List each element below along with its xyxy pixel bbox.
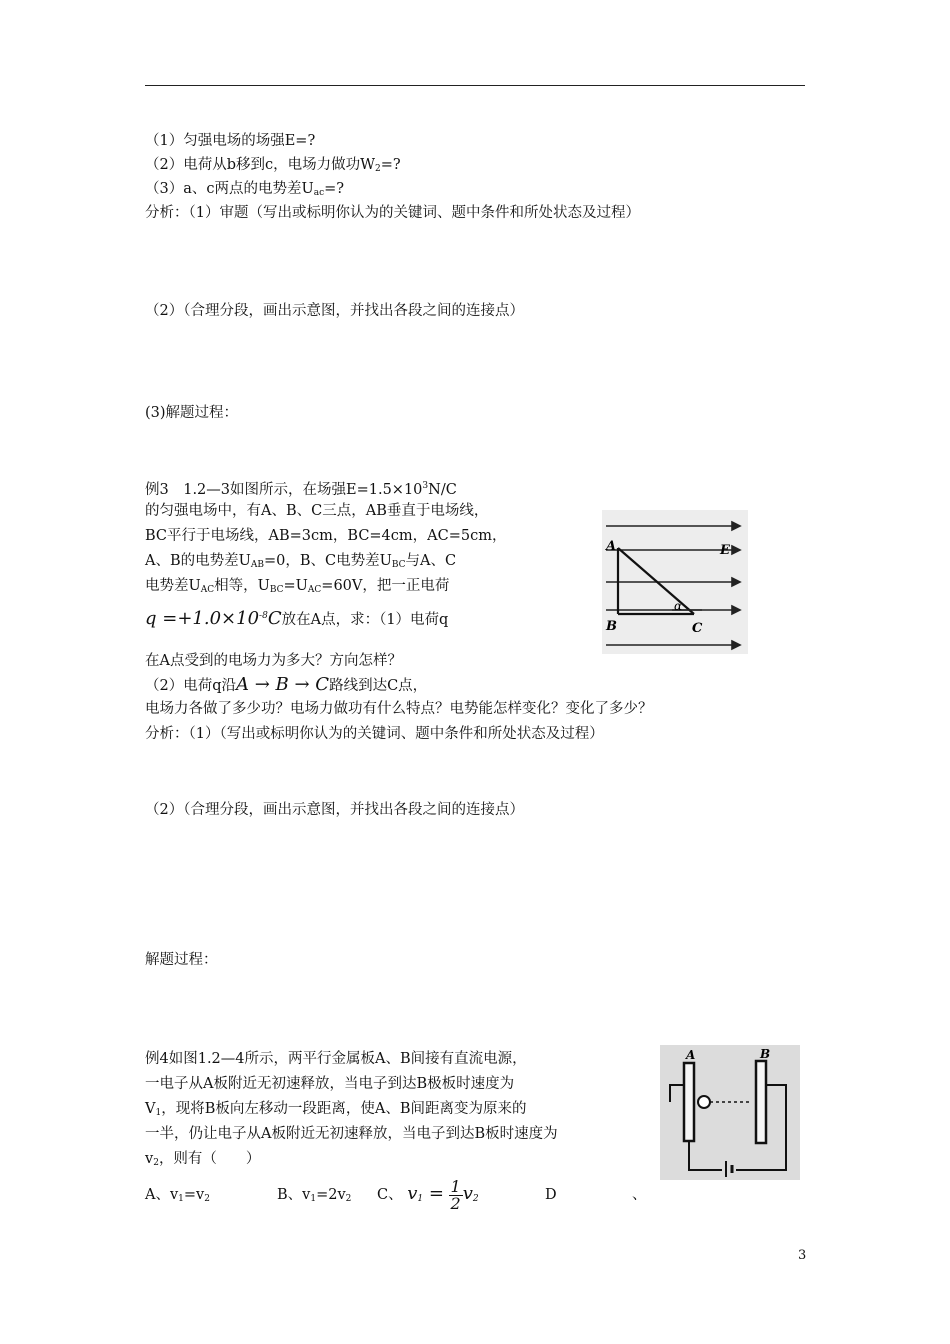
plate-label-b: B [760, 1047, 771, 1061]
ex3-line-3: BC平行于电场线，AB=3cm，BC=4cm，AC=5cm， [145, 528, 507, 544]
question-2: （2）电荷从b移到c，电场力做功$W_2=$? [145, 157, 401, 174]
option-d-comma: 、 [632, 1187, 647, 1203]
ex3-analysis-1: 分析：（1）（写出或标明你认为的关键词、题中条件和所处状态及过程） [145, 726, 604, 742]
path-formula: A → B → C [236, 674, 330, 695]
analysis-1: 分析：（1）审题（写出或标明你认为的关键词、题中条件和所处状态及过程） [145, 205, 640, 221]
option-b: B、$v_1=2v_2$ [277, 1187, 352, 1204]
label-a: A [606, 539, 617, 554]
label-b: B [606, 619, 617, 634]
label-alpha: α [674, 599, 683, 613]
analysis-2: （2）（合理分段，画出示意图，并找出各段之间的连接点） [145, 303, 524, 319]
ex3-analysis-2: （2）（合理分段，画出示意图，并找出各段之间的连接点） [145, 802, 524, 818]
ex3-line-1: 例3 1.2—3如图所示，在场强$E=1.5\times 10^3N/C$ [145, 481, 457, 498]
option-a: A、$v_1=v_2$ [145, 1187, 210, 1204]
plates-diagram [660, 1045, 800, 1180]
figure-triangle-field [602, 510, 748, 654]
option-c: C、 $v_1$ = $\frac{1}{2}$ $v_2$ [377, 1176, 479, 1213]
plate-label-a: A [686, 1048, 696, 1062]
ex4-line-1: 例4如图1.2—4所示，两平行金属板A、B间接有直流电源， [145, 1051, 527, 1067]
ex4-line-3: $V_1$，现将B板向左移动一段距离，使A、B间距离变为原来的 [145, 1101, 527, 1118]
field-diagram [602, 510, 748, 654]
ex3-line-5: 电势差$U_{AC}$相等，$U_{BC}=U_{AC}=60V$，把一正电荷 [145, 578, 450, 595]
ex3-line-4: A、B的电势差$U_{AB}=0$，B、C电势差$U_{BC}$与A、C [145, 553, 457, 570]
question-3: （3）a、c两点的电势差$U_{ac}=$? [145, 181, 345, 198]
ex3-line-2: 的匀强电场中，有A、B、C三点，AB垂直于电场线， [145, 503, 489, 519]
option-d: D [545, 1187, 557, 1203]
analysis-3: (3)解题过程： [145, 405, 239, 421]
page-number: 3 [798, 1248, 807, 1263]
ex4-line-4: 一半，仍让电子从A板附近无初速释放，当电子到达B板时速度为 [145, 1126, 558, 1142]
ex3-line-7: 在A点受到的电场力为多大？方向怎样？ [145, 653, 402, 669]
ex4-line-2: 一电子从A板附近无初速释放，当电子到达B极板时速度为 [145, 1076, 515, 1092]
ex3-line-8: （2）电荷q沿A → B → C路线到达C点， [145, 674, 428, 695]
v1-formula: $v_1$ = [407, 1183, 444, 1204]
charge-formula: $q =+1.0\times 10^{-8}C$ [145, 608, 282, 629]
figure-parallel-plates [660, 1045, 800, 1180]
question-1: （1）匀强电场的场强E=? [145, 133, 316, 149]
header-rule [145, 85, 805, 86]
ex3-line-6: $q =+1.0\times 10^{-8}C$放在A点，求：（1）电荷q [145, 608, 449, 629]
fraction-half: $\frac{1}{2}$ [450, 1176, 461, 1213]
ex3-line-9: 电场力各做了多少功？电场力做功有什么特点？电势能怎样变化？变化了多少？ [145, 701, 653, 717]
ex4-line-5: $v_2$，则有（ ） [145, 1151, 261, 1168]
label-e: E [720, 543, 730, 558]
ex3-analysis-3: 解题过程： [145, 952, 218, 968]
label-c: C [692, 621, 703, 636]
